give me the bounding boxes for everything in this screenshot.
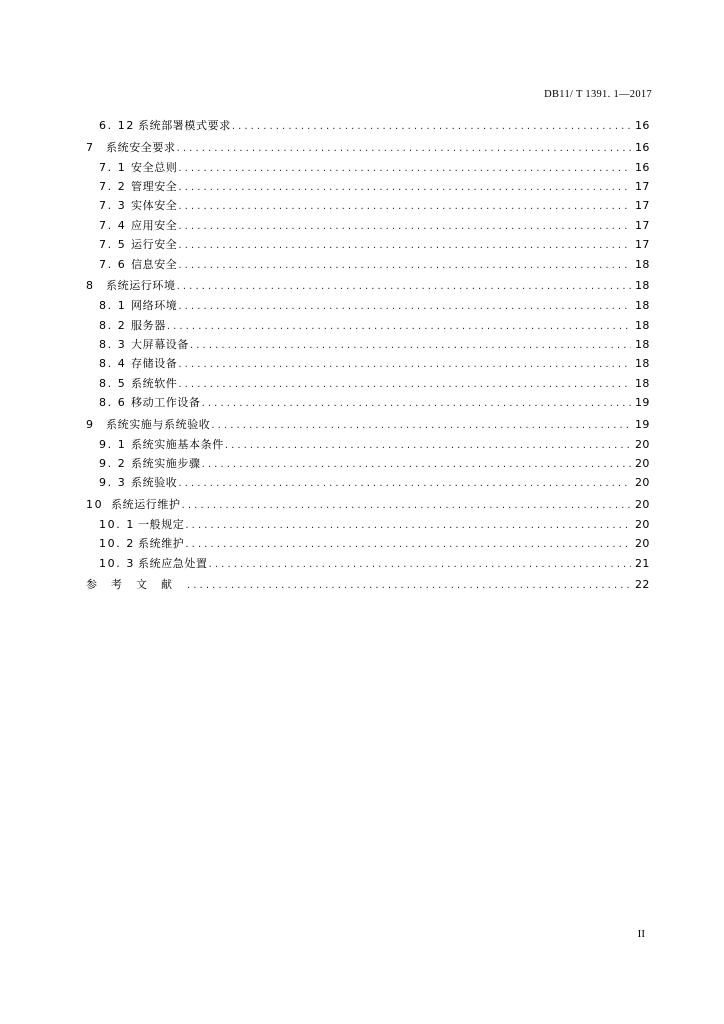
toc-entry-page: 18: [635, 357, 650, 371]
toc-entry-page: 20: [635, 457, 650, 471]
toc-entry-title: 系统应急处置: [138, 556, 208, 570]
toc-entry[interactable]: [86, 435, 649, 454]
toc-entry-number: 7. 4: [99, 218, 127, 232]
toc-leader-dots: [178, 178, 631, 197]
toc-leader-dots: [178, 256, 631, 275]
toc-entry[interactable]: [86, 158, 649, 177]
toc-leader-dots: [178, 297, 631, 316]
toc-entry[interactable]: [86, 316, 649, 335]
toc-entry-title: 系统验收: [131, 476, 178, 490]
toc-entry[interactable]: [86, 374, 649, 393]
toc-entry-page: 17: [635, 218, 650, 232]
toc-entry-number: 8: [86, 279, 95, 293]
page-number: II: [637, 928, 645, 940]
toc-entry[interactable]: [86, 138, 649, 158]
toc-entry-page: 20: [635, 498, 650, 511]
toc-entry-page: 20: [635, 476, 650, 490]
toc-leader-dots: [178, 375, 631, 394]
toc-entry-number: 10. 3: [99, 556, 135, 570]
toc-entry-title: 网络环境: [131, 299, 178, 313]
toc-entry-number: 8. 4: [99, 357, 127, 371]
toc-entry-page: 17: [635, 199, 650, 213]
toc-entry[interactable]: [86, 454, 649, 473]
toc-leader-dots: [232, 117, 631, 136]
toc-entry-page: 19: [635, 417, 650, 431]
toc-entry[interactable]: [86, 515, 649, 534]
toc-leader-dots: [209, 555, 631, 574]
toc-entry-page: 18: [635, 279, 650, 293]
toc-entry-number: 8. 2: [99, 318, 127, 332]
toc-leader-dots: [177, 277, 631, 296]
standard-code-header: DB11/ T 1391. 1—2017: [544, 89, 652, 100]
toc-leader-dots: [225, 436, 631, 455]
toc-entry-title: 系统实施基本条件: [131, 437, 224, 451]
toc-entry-number: 9. 2: [99, 457, 127, 471]
toc-leader-dots: [202, 455, 631, 474]
toc-entry-page: 16: [635, 119, 650, 132]
toc-entry-number: 7: [86, 140, 95, 154]
toc-leader-dots: [178, 474, 631, 493]
toc-entry-title: 信息安全: [131, 257, 178, 271]
toc-entry-number: 7. 6: [99, 257, 127, 271]
toc-entry-number: 7. 2: [99, 179, 127, 193]
toc-leader-dots: [211, 416, 631, 435]
toc-entry-title: 系统实施与系统验收: [106, 417, 211, 431]
toc-entry-title: 运行安全: [131, 238, 178, 252]
toc-entry-page: 19: [635, 396, 650, 410]
toc-entry-title: 系统实施步骤: [131, 457, 201, 471]
toc-entry-page: 16: [635, 160, 650, 174]
toc-entry-page: 16: [635, 140, 650, 154]
toc-entry-title: 大屏幕设备: [131, 337, 189, 351]
toc-leader-dots: [185, 516, 631, 535]
toc-leader-dots: [178, 355, 631, 374]
toc-leader-dots: [167, 317, 631, 336]
toc-entry-title: 服务器: [131, 318, 166, 332]
toc-entry-number: 10: [86, 498, 104, 511]
toc-entry-references[interactable]: [86, 575, 649, 595]
toc-entry-title: 管理安全: [131, 179, 178, 193]
toc-entry-title: 系统维护: [138, 537, 185, 551]
toc-entry[interactable]: [86, 177, 649, 196]
toc-entry-page: 18: [635, 337, 650, 351]
toc-entry-page: 18: [635, 257, 650, 271]
toc-entry-number: 8. 5: [99, 376, 127, 390]
toc-entry-page: 18: [635, 318, 650, 332]
toc-entry-number: 7. 5: [99, 238, 127, 252]
toc-entry[interactable]: [86, 393, 649, 412]
toc-entry[interactable]: [86, 354, 649, 373]
toc-entry[interactable]: [86, 534, 649, 553]
toc-entry-title: 系统运行维护: [111, 498, 181, 511]
table-of-contents: [86, 116, 649, 595]
toc-entry-page: 20: [635, 437, 650, 451]
toc-entry[interactable]: [86, 216, 649, 235]
toc-entry[interactable]: [86, 554, 649, 573]
toc-leader-dots: [185, 535, 631, 554]
toc-entry-page: 18: [635, 299, 650, 313]
toc-leader-dots: [182, 496, 631, 515]
toc-entry[interactable]: [86, 235, 649, 254]
toc-leader-dots: [190, 336, 631, 355]
toc-entry-title: 存储设备: [131, 357, 178, 371]
toc-leader-dots: [178, 236, 631, 255]
toc-leader-dots: [178, 197, 631, 216]
toc-entry-page: 17: [635, 179, 650, 193]
toc-entry[interactable]: [86, 495, 649, 515]
toc-entry-number: 8. 6: [99, 396, 127, 410]
toc-leader-dots: [178, 217, 631, 236]
toc-entry[interactable]: [86, 296, 649, 315]
toc-entry[interactable]: [86, 116, 649, 135]
toc-entry-number: 10. 2: [99, 537, 135, 551]
toc-entry-number: 7. 1: [99, 160, 127, 174]
toc-entry-page: 17: [635, 238, 650, 252]
toc-entry-title: 参考文献: [86, 578, 186, 592]
toc-leader-dots: [177, 139, 631, 158]
toc-entry-number: 8. 3: [99, 337, 127, 351]
toc-entry-title: 安全总则: [131, 160, 178, 174]
toc-entry-title: 实体安全: [131, 199, 178, 213]
toc-leader-dots: [178, 159, 631, 178]
toc-leader-dots: [202, 394, 631, 413]
toc-entry[interactable]: [86, 415, 649, 435]
toc-entry-number: 9: [86, 417, 95, 431]
toc-entry[interactable]: [86, 276, 649, 296]
toc-entry[interactable]: [86, 255, 649, 274]
toc-entry-page: 18: [635, 376, 650, 390]
toc-entry-number: 7. 3: [99, 199, 127, 213]
toc-entry-page: 22: [635, 578, 650, 592]
toc-entry-title: 移动工作设备: [131, 396, 201, 410]
toc-entry-number: 6. 12: [99, 119, 135, 132]
toc-entry-number: 9. 3: [99, 476, 127, 490]
toc-entry-title: 应用安全: [131, 218, 178, 232]
toc-entry[interactable]: [86, 473, 649, 492]
toc-entry-title: 系统软件: [131, 376, 178, 390]
toc-entry-title: 系统运行环境: [106, 279, 176, 293]
toc-entry-title: 系统部署模式要求: [138, 119, 231, 132]
toc-entry-page: 20: [635, 518, 650, 531]
toc-entry[interactable]: [86, 196, 649, 215]
toc-entry-page: 20: [635, 537, 650, 551]
toc-entry-number: 8. 1: [99, 299, 127, 313]
toc-entry-number: 10. 1: [99, 518, 135, 531]
toc-entry-title: 系统安全要求: [106, 140, 176, 154]
toc-entry-page: 21: [635, 556, 650, 570]
toc-entry-title: 一般规定: [138, 518, 185, 531]
toc-entry-number: 9. 1: [99, 437, 127, 451]
toc-entry[interactable]: [86, 335, 649, 354]
toc-leader-dots: [187, 576, 631, 595]
